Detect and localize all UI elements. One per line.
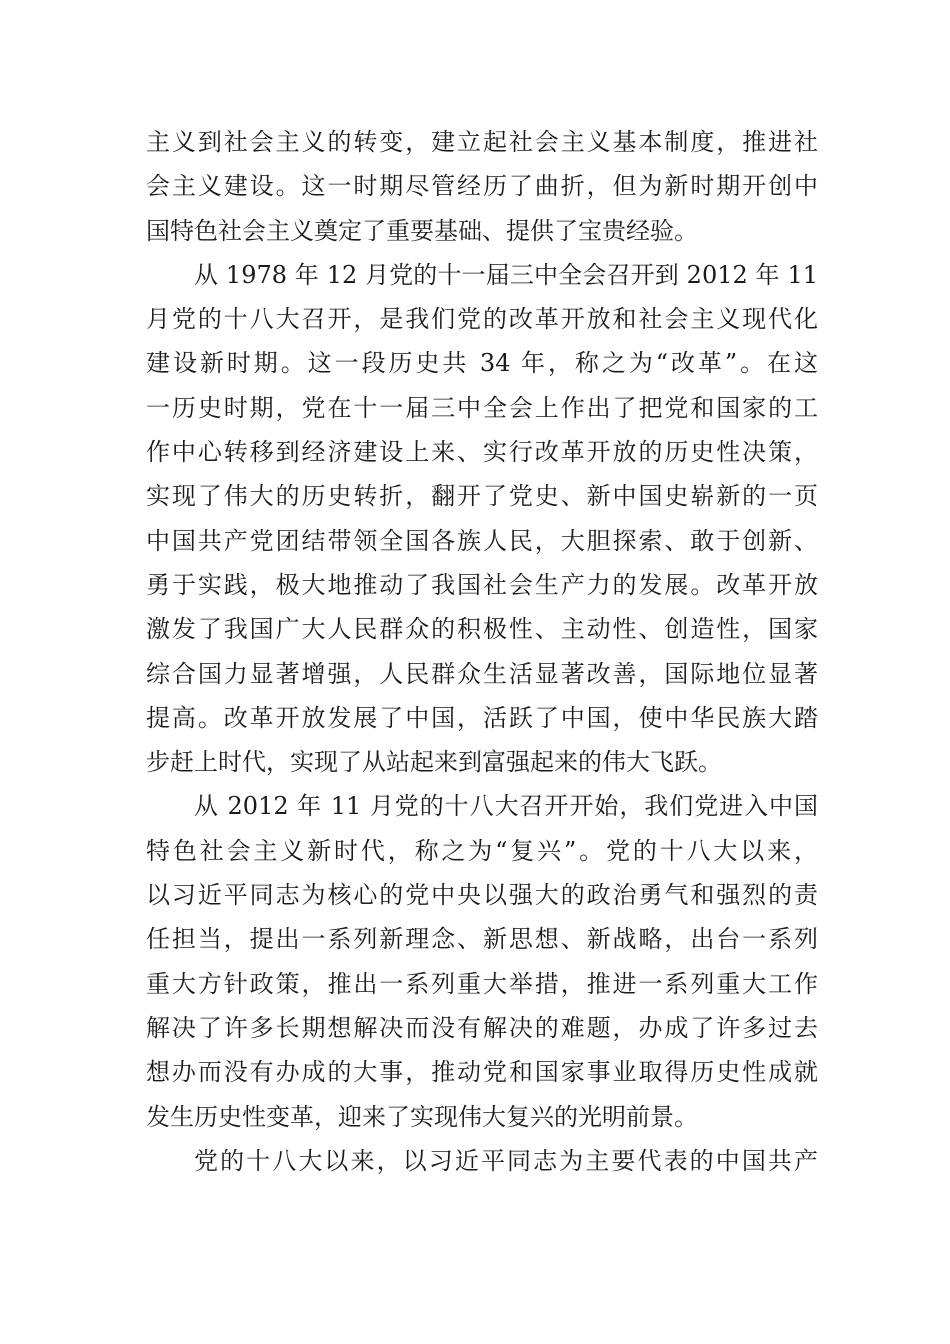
paragraph-3 (146, 784, 818, 1138)
text-line: 会主义建设。这一时期尽管经历了曲折，但为新时期开创中 (146, 172, 818, 201)
paragraph-1 (146, 120, 818, 253)
text-line: 任担当，提出一系列新理念、新思想、新战略，出台一系列 (146, 925, 818, 954)
text-line: 解决了许多长期想解决而没有解决的难题，办成了许多过去 (146, 1013, 818, 1042)
body-text (146, 120, 818, 1183)
text-line: 作中心转移到经济建设上来、实行改革开放的历史性决策， (146, 438, 818, 467)
text-line: 国特色社会主义奠定了重要基础、提供了宝贵经验。 (146, 216, 698, 245)
text-line: 综合国力显著增强，人民群众生活显著改善，国际地位显著 (146, 659, 818, 688)
paragraph-2 (146, 253, 818, 785)
text-line: 一历史时期，党在十一届三中全会上作出了把党和国家的工 (146, 393, 818, 422)
text-line: 勇于实践，极大地推动了我国社会生产力的发展。改革开放 (146, 570, 818, 599)
text-line: 实现了伟大的历史转折，翻开了党史、新中国史崭新的一页 (146, 482, 818, 511)
text-line: 建设新时期。这一段历史共 34 年，称之为“改革”。在这 (146, 349, 818, 378)
paragraph-4 (146, 1139, 818, 1183)
text-line: 提高。改革开放发展了中国，活跃了中国，使中华民族大踏 (146, 703, 818, 732)
text-line: 以习近平同志为核心的党中央以强大的政治勇气和强烈的责 (146, 881, 818, 910)
text-line: 主义到社会主义的转变，建立起社会主义基本制度，推进社 (146, 128, 818, 156)
text-line: 从 2012 年 11 月党的十八大召开开始，我们党进入中国 (194, 792, 818, 821)
text-line: 特色社会主义新时代，称之为“复兴”。党的十八大以来， (146, 836, 818, 865)
text-line: 发生历史性变革，迎来了实现伟大复兴的光明前景。 (146, 1102, 698, 1131)
text-line: 步赶上时代，实现了从站起来到富强起来的伟大飞跃。 (146, 748, 722, 777)
text-line: 从 1978 年 12 月党的十一届三中全会召开到 2012 年 11 (194, 260, 818, 289)
text-line: 想办而没有办成的大事，推动党和国家事业取得历史性成就 (146, 1058, 818, 1087)
text-line: 重大方针政策，推出一系列重大举措，推进一系列重大工作 (146, 969, 818, 998)
text-line: 激发了我国广大人民群众的积极性、主动性、创造性，国家 (146, 615, 818, 644)
text-line: 党的十八大以来，以习近平同志为主要代表的中国共产 (194, 1146, 818, 1175)
text-line: 月党的十八大召开，是我们党的改革开放和社会主义现代化 (146, 305, 818, 334)
text-line: 中国共产党团结带领全国各族人民，大胆探索、敢于创新、 (146, 526, 818, 555)
